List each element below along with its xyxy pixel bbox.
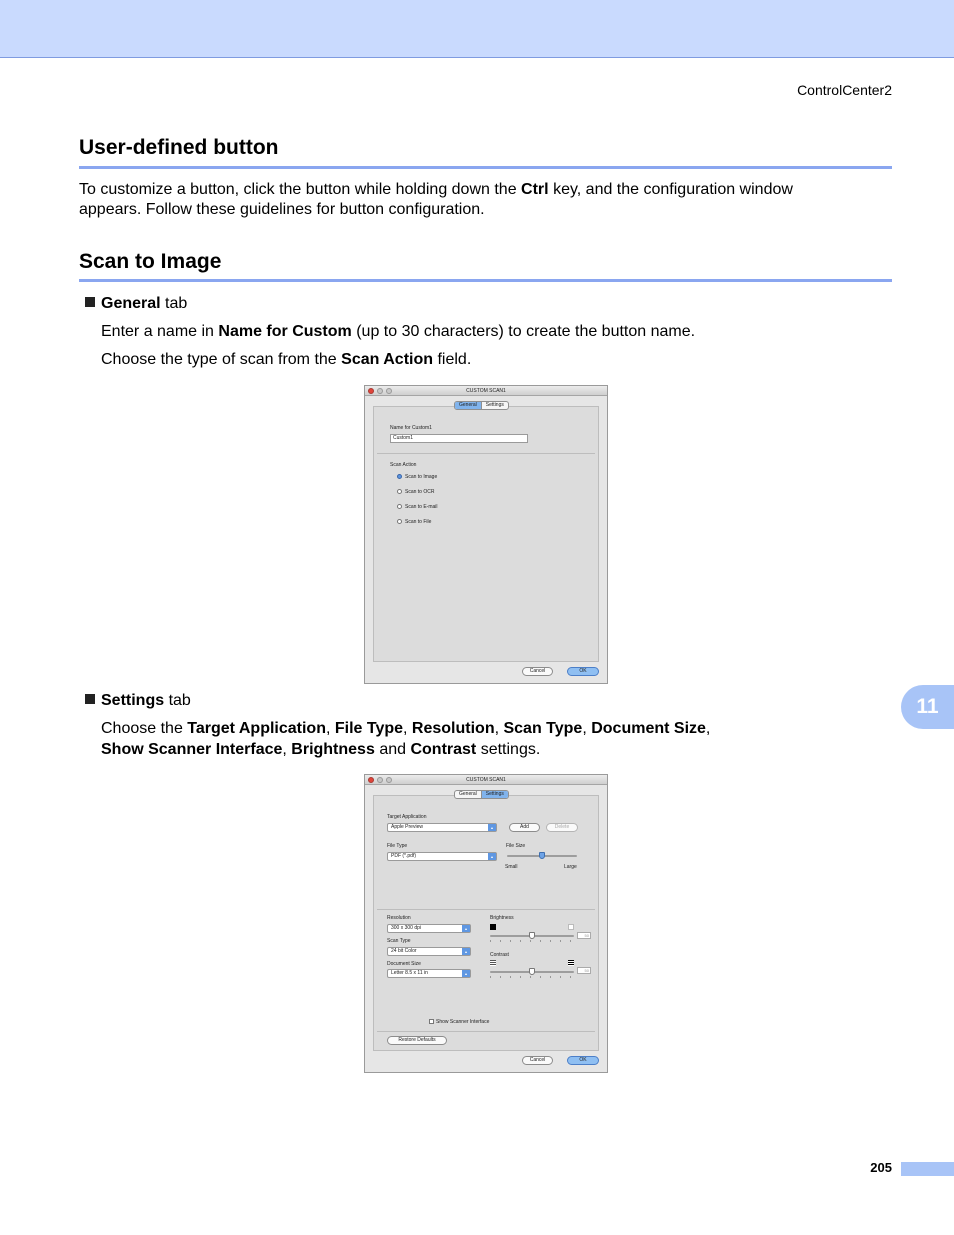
- text: Enter a name in: [101, 323, 214, 340]
- scantype-select[interactable]: [387, 947, 471, 956]
- general-line-1: [101, 321, 881, 342]
- chevron-updown-icon: ▴: [462, 925, 470, 932]
- name-field[interactable]: Custom1: [390, 434, 528, 443]
- brightness-slider-thumb[interactable]: [529, 932, 535, 939]
- divider: [377, 1031, 595, 1032]
- add-button[interactable]: Add: [509, 823, 540, 832]
- dialog-titlebar: [365, 386, 607, 396]
- bullet-general-bold: General: [101, 295, 161, 312]
- filetype-value: PDF (*.pdf): [391, 853, 417, 859]
- heading-rule: [79, 279, 892, 282]
- docsize-label: Document Size: [387, 961, 421, 967]
- dialog-title: CUSTOM SCAN1: [466, 777, 506, 783]
- resolution-label: Resolution: [387, 915, 411, 921]
- radio-label: Scan to Image: [405, 474, 438, 480]
- high-contrast-icon: [568, 960, 574, 966]
- text-bold: Name for Custom: [218, 323, 352, 340]
- header-band: [0, 0, 954, 58]
- zoom-icon[interactable]: [386, 777, 392, 783]
- radio-scan-to-ocr[interactable]: [397, 489, 402, 494]
- text-bold: Target Application: [187, 720, 326, 737]
- resolution-value: 300 x 300 dpi: [391, 925, 422, 931]
- close-icon[interactable]: [368, 777, 374, 783]
- tab-general[interactable]: General: [459, 791, 477, 797]
- chevron-updown-icon: ▴: [462, 970, 470, 977]
- zoom-icon[interactable]: [386, 388, 392, 394]
- filesize-label: File Size: [506, 843, 526, 849]
- light-swatch-icon: [568, 924, 574, 930]
- divider: [377, 453, 595, 454]
- brightness-label: Brightness: [490, 915, 514, 921]
- text-bold: File Type: [334, 720, 404, 737]
- brightness-ticks: [490, 940, 574, 942]
- text-bold: Scan Type: [503, 720, 583, 737]
- heading-scan-to-image: Scan to Image: [79, 250, 222, 273]
- text: Choose the type of scan from the: [101, 351, 337, 368]
- bullet-settings: [85, 691, 191, 711]
- radio-scan-to-image[interactable]: [397, 474, 402, 479]
- dialog-panel: [373, 406, 599, 662]
- low-contrast-icon: [490, 960, 496, 966]
- settings-line: Choose the Target Application, File Type, Resolution, Scan Type, Document Size, Show Scanner Interface, Brightness and Contrast settings.: [101, 720, 711, 758]
- intro-text-line2: appears. Follow these guidelines for button configuration.: [79, 201, 485, 218]
- scantype-value: 24 bit Color: [391, 948, 417, 954]
- dialog-title: CUSTOM SCAN1: [466, 388, 506, 394]
- intro-text-rest: key, and the configuration window: [553, 181, 793, 198]
- tab-general[interactable]: General: [455, 402, 481, 409]
- text: (up to 30 characters) to create the button name.: [356, 323, 696, 340]
- dialog-titlebar: [365, 775, 607, 785]
- filetype-select[interactable]: [387, 852, 497, 861]
- text: settings.: [480, 741, 541, 758]
- ctrl-key: Ctrl: [521, 181, 549, 198]
- ok-button[interactable]: OK: [567, 667, 599, 676]
- intro-text: To customize a button, click the button while holding down the: [79, 181, 517, 198]
- minimize-icon[interactable]: [377, 777, 383, 783]
- heading-rule: [79, 166, 892, 169]
- target-value: Apple Preview: [391, 824, 423, 830]
- text-bold: Brightness: [291, 741, 375, 758]
- page-number: 205: [870, 1160, 892, 1175]
- dialog-tabs: [454, 401, 509, 410]
- text-bold: Document Size: [591, 720, 706, 737]
- docsize-value: Letter 8.5 x 11 in: [391, 970, 428, 976]
- text-bold: Contrast: [410, 741, 477, 758]
- contrast-slider-thumb[interactable]: [529, 968, 535, 975]
- radio-label: Scan to E-mail: [405, 504, 438, 510]
- docsize-select[interactable]: [387, 969, 471, 978]
- bullet-square-icon: [85, 694, 95, 704]
- ok-button[interactable]: OK: [567, 1056, 599, 1065]
- dark-swatch-icon: [490, 924, 496, 930]
- divider: [377, 909, 595, 910]
- scantype-label: Scan Type: [387, 938, 411, 944]
- bullet-settings-bold: Settings: [101, 692, 165, 709]
- intro-paragraph: [79, 180, 879, 220]
- running-head: ControlCenter2: [797, 82, 892, 98]
- resolution-select[interactable]: [387, 924, 471, 933]
- bullet-general: [85, 294, 187, 314]
- delete-button[interactable]: Delete: [546, 823, 578, 832]
- text-bold: Show Scanner Interface: [101, 741, 283, 758]
- show-scanner-checkbox[interactable]: [429, 1019, 434, 1024]
- text-bold: Resolution: [411, 720, 495, 737]
- contrast-ticks: [490, 976, 574, 978]
- brightness-value[interactable]: 50: [577, 932, 591, 939]
- dialog-settings: [364, 774, 608, 1073]
- tab-settings[interactable]: Settings: [481, 402, 508, 409]
- contrast-label: Contrast: [490, 952, 509, 958]
- text: and: [379, 741, 407, 758]
- heading-user-defined: User-defined button: [79, 136, 279, 159]
- radio-label: Scan to OCR: [405, 489, 435, 495]
- tab-settings[interactable]: Settings: [481, 791, 508, 798]
- bullet-square-icon: [85, 297, 95, 307]
- chapter-tab: 11: [901, 685, 954, 729]
- target-select[interactable]: [387, 823, 497, 832]
- name-label: Name for Custom1: [390, 425, 432, 431]
- dialog-tabs: [454, 790, 509, 799]
- filesize-small: Small: [505, 864, 518, 870]
- bullet-settings-rest: tab: [168, 692, 191, 709]
- filesize-large: Large: [564, 864, 577, 870]
- radio-scan-to-file[interactable]: [397, 519, 402, 524]
- target-label: Target Application: [387, 814, 427, 820]
- page-bar: [901, 1162, 954, 1176]
- chevron-updown-icon: ▴: [488, 824, 496, 831]
- text-bold: Scan Action: [341, 351, 434, 368]
- general-line-2: [101, 349, 881, 370]
- radio-scan-to-email[interactable]: [397, 504, 402, 509]
- minimize-icon[interactable]: [377, 388, 383, 394]
- text: Choose the: [101, 720, 183, 737]
- close-icon[interactable]: [368, 388, 374, 394]
- restore-defaults-button[interactable]: Restore Defaults: [387, 1036, 447, 1045]
- filesize-slider-thumb[interactable]: [539, 852, 545, 859]
- chevron-updown-icon: ▴: [488, 853, 496, 860]
- text: field.: [437, 351, 472, 368]
- filetype-label: File Type: [387, 843, 408, 849]
- cancel-button[interactable]: Cancel: [522, 1056, 553, 1065]
- cancel-button[interactable]: Cancel: [522, 667, 553, 676]
- contrast-value[interactable]: 50: [577, 967, 591, 974]
- bullet-general-rest: tab: [165, 295, 188, 312]
- dialog-general: [364, 385, 608, 684]
- radio-label: Scan to File: [405, 519, 432, 525]
- show-scanner-label: Show Scanner Interface: [436, 1019, 490, 1025]
- scan-action-label: Scan Action: [390, 462, 417, 468]
- dialog-panel: [373, 795, 599, 1051]
- chevron-updown-icon: ▴: [462, 948, 470, 955]
